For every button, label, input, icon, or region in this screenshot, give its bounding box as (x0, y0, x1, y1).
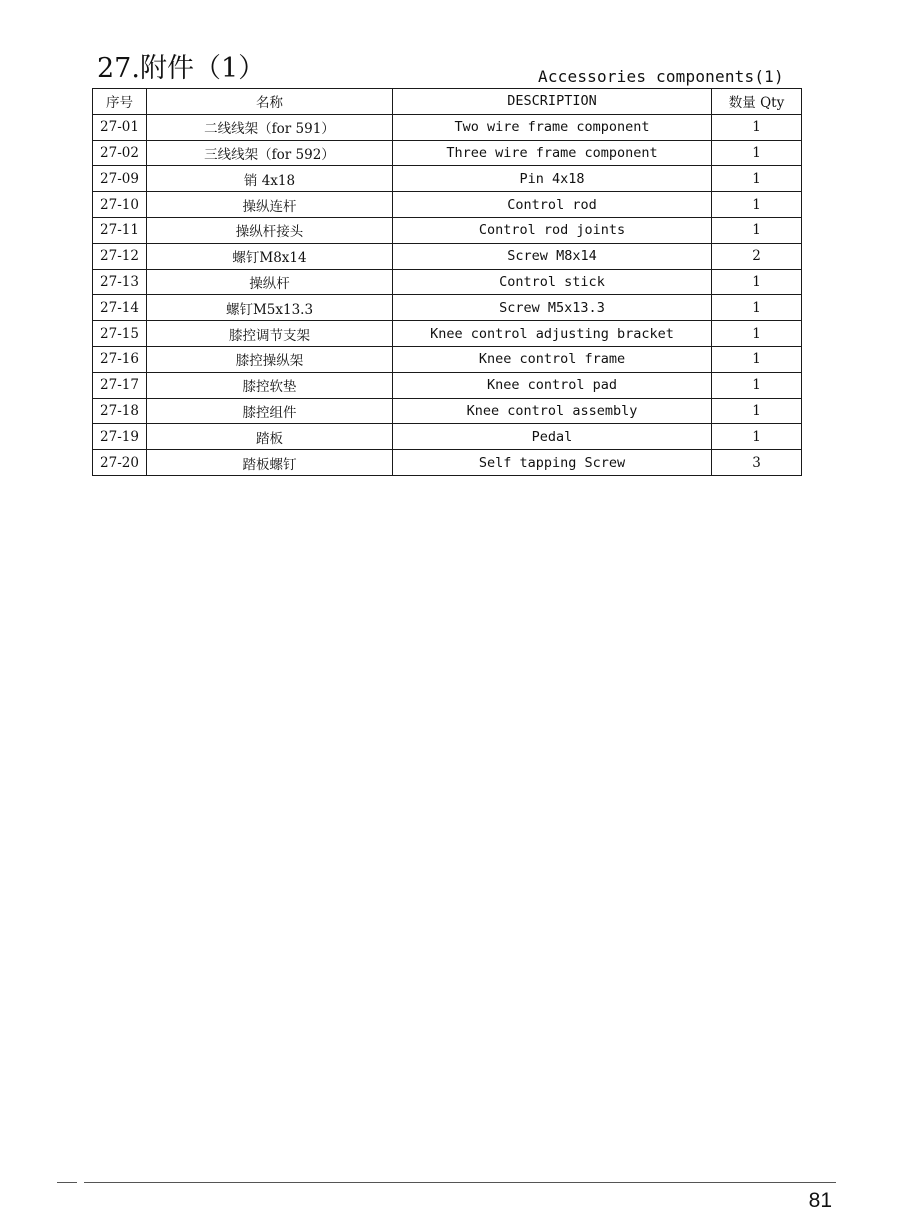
cell-no: 27-09 (93, 166, 147, 192)
table-row (93, 217, 802, 243)
cell-description: Control rod (393, 192, 712, 218)
table-row (93, 166, 802, 192)
cell-no: 27-13 (93, 269, 147, 295)
cell-description: Knee control pad (393, 372, 712, 398)
table-row (93, 424, 802, 450)
cell-name: 二线线架（for 591） (147, 114, 393, 140)
cell-description: Self tapping Screw (393, 450, 712, 476)
cell-name: 操纵杆 (147, 269, 393, 295)
cell-no: 27-02 (93, 140, 147, 166)
cell-name: 踏板 (147, 424, 393, 450)
cell-qty: 1 (712, 217, 802, 243)
cell-description: Screw M5x13.3 (393, 295, 712, 321)
cell-no: 27-12 (93, 243, 147, 269)
cell-qty: 1 (712, 424, 802, 450)
cell-no: 27-16 (93, 346, 147, 372)
table-row (93, 346, 802, 372)
cell-qty: 2 (712, 243, 802, 269)
cell-name: 销 4x18 (147, 166, 393, 192)
cell-name: 膝控软垫 (147, 372, 393, 398)
cell-name: 踏板螺钉 (147, 450, 393, 476)
cell-qty: 1 (712, 166, 802, 192)
cell-description: Pin 4x18 (393, 166, 712, 192)
cell-name: 螺钉M5x13.3 (147, 295, 393, 321)
cell-name: 操纵杆接头 (147, 217, 393, 243)
cell-qty: 1 (712, 140, 802, 166)
cell-qty: 3 (712, 450, 802, 476)
table-row (93, 295, 802, 321)
cell-qty: 1 (712, 269, 802, 295)
cell-qty: 1 (712, 398, 802, 424)
cell-no: 27-10 (93, 192, 147, 218)
cell-qty: 1 (712, 346, 802, 372)
table-header-row (93, 89, 802, 115)
header-name: 名称 (147, 89, 393, 115)
table-row (93, 192, 802, 218)
table-row (93, 398, 802, 424)
header-qty: 数量 Qty (712, 89, 802, 115)
table-row (93, 114, 802, 140)
footer-divider (84, 1182, 836, 1183)
cell-no: 27-17 (93, 372, 147, 398)
cell-name: 膝控操纵架 (147, 346, 393, 372)
cell-description: Knee control adjusting bracket (393, 321, 712, 347)
cell-description: Two wire frame component (393, 114, 712, 140)
table-row (93, 269, 802, 295)
cell-no: 27-15 (93, 321, 147, 347)
table-row (93, 372, 802, 398)
cell-no: 27-01 (93, 114, 147, 140)
section-title: 27.附件（1） (97, 53, 266, 84)
cell-no: 27-18 (93, 398, 147, 424)
cell-name: 膝控组件 (147, 398, 393, 424)
cell-name: 膝控调节支架 (147, 321, 393, 347)
cell-description: Three wire frame component (393, 140, 712, 166)
section-title-english: Accessories components(1) (538, 67, 784, 86)
cell-description: Knee control frame (393, 346, 712, 372)
cell-description: Control rod joints (393, 217, 712, 243)
footer-divider-short (57, 1182, 77, 1183)
parts-table (92, 88, 802, 476)
cell-no: 27-20 (93, 450, 147, 476)
table-row (93, 243, 802, 269)
cell-name: 操纵连杆 (147, 192, 393, 218)
cell-no: 27-11 (93, 217, 147, 243)
cell-no: 27-14 (93, 295, 147, 321)
cell-qty: 1 (712, 372, 802, 398)
cell-name: 三线线架（for 592） (147, 140, 393, 166)
table-row (93, 321, 802, 347)
cell-description: Knee control assembly (393, 398, 712, 424)
cell-qty: 1 (712, 192, 802, 218)
cell-qty: 1 (712, 295, 802, 321)
cell-name: 螺钉M8x14 (147, 243, 393, 269)
cell-qty: 1 (712, 321, 802, 347)
cell-qty: 1 (712, 114, 802, 140)
table-row (93, 450, 802, 476)
cell-description: Screw M8x14 (393, 243, 712, 269)
cell-description: Pedal (393, 424, 712, 450)
cell-no: 27-19 (93, 424, 147, 450)
page-number: 81 (808, 1189, 832, 1212)
header-description: DESCRIPTION (393, 89, 712, 115)
header-no: 序号 (93, 89, 147, 115)
cell-description: Control stick (393, 269, 712, 295)
table-row (93, 140, 802, 166)
